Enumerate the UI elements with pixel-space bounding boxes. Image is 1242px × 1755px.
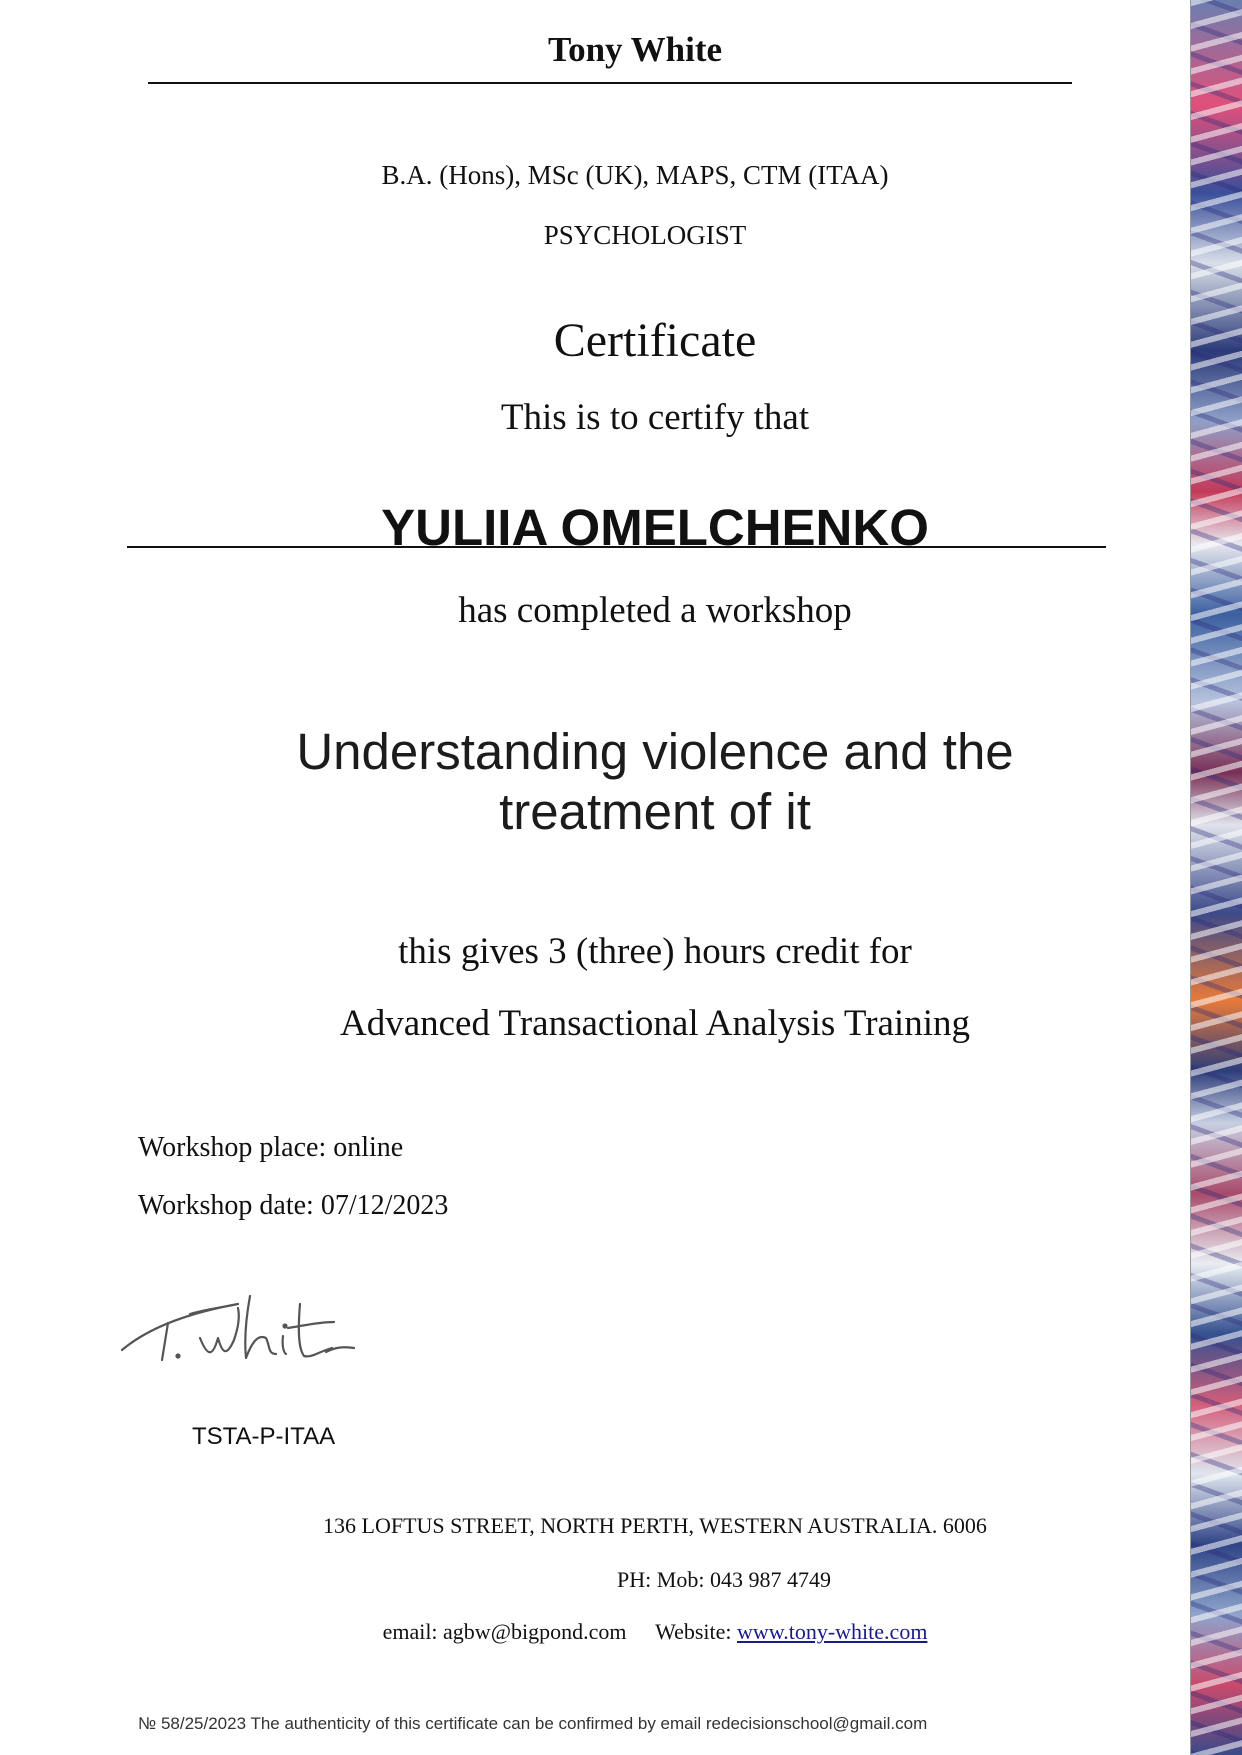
workshop-title bbox=[150, 722, 1160, 842]
issuer-name: Tony White bbox=[547, 30, 723, 69]
decorative-art-strip bbox=[1190, 0, 1242, 1755]
workshop-title-text: Understanding violence and the treatment of it bbox=[296, 723, 1014, 840]
credit-text: this gives 3 (three) hours credit for bbox=[398, 931, 912, 972]
email-text: email: agbw@bigpond.com bbox=[382, 1619, 627, 1644]
issuer-credentials: B.A. (Hons), MSc (UK), MAPS, CTM (ITAA) bbox=[381, 160, 889, 190]
workshop-place: Workshop place: online bbox=[138, 1132, 404, 1163]
handwritten-signature bbox=[118, 1268, 398, 1368]
header-divider bbox=[148, 82, 1072, 84]
recipient-underline bbox=[127, 546, 1106, 548]
certify-text: This is to certify that bbox=[500, 397, 810, 438]
certificate-title: Certificate bbox=[553, 314, 757, 367]
issuer-profession: PSYCHOLOGIST bbox=[543, 220, 747, 250]
workshop-date: Workshop date: 07/12/2023 bbox=[138, 1190, 449, 1221]
website-label: Website: bbox=[655, 1619, 732, 1644]
completed-text: has completed a workshop bbox=[458, 590, 852, 631]
phone: PH: Mob: 043 987 4749 bbox=[617, 1567, 831, 1592]
authenticity-footer: № 58/25/2023 The authenticity of this certificate can be confirmed by email redecisionschool@gmail.com bbox=[138, 1714, 928, 1733]
signatory-title: TSTA-P-ITAA bbox=[192, 1423, 336, 1450]
recipient-name: YULIIA OMELCHENKO bbox=[381, 499, 929, 556]
address: 136 LOFTUS STREET, NORTH PERTH, WESTERN AUSTRALIA. 6006 bbox=[323, 1513, 987, 1538]
website-link[interactable]: www.tony-white.com bbox=[737, 1619, 928, 1644]
contact-line bbox=[150, 1619, 1160, 1645]
training-name: Advanced Transactional Analysis Training bbox=[339, 1003, 970, 1044]
